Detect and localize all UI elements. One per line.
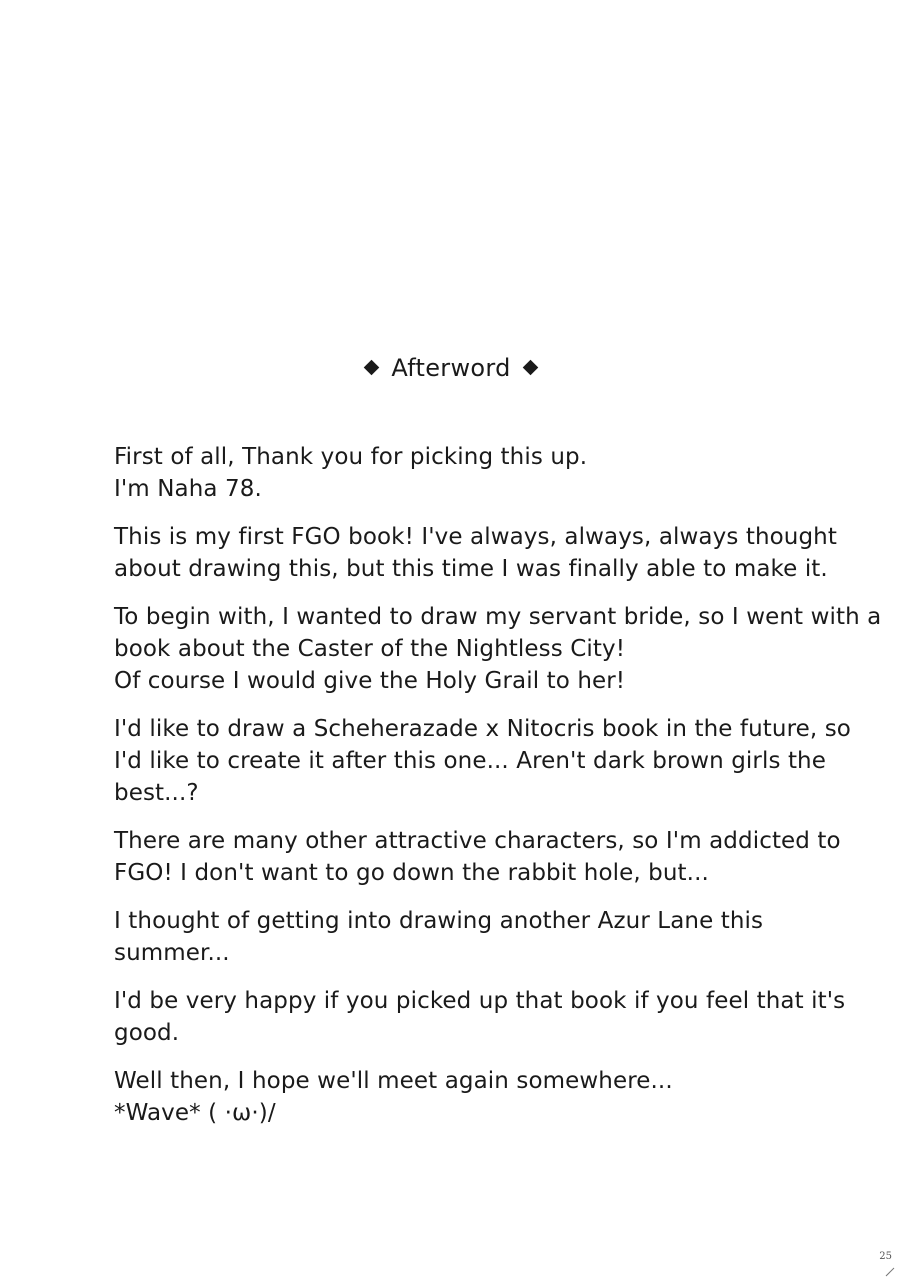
paragraph — [114, 825, 841, 889]
corner-mark-icon — [884, 1265, 896, 1277]
paragraph — [114, 1065, 834, 1129]
paragraph-line: First of all, Thank you for picking this up. — [114, 444, 588, 470]
paragraph-line: best...? — [114, 780, 199, 806]
paragraph — [114, 905, 834, 969]
page-title: Afterword — [391, 354, 511, 382]
paragraph-line: Well then, I hope we'll meet again somewhere... — [114, 1068, 673, 1094]
paragraph — [114, 601, 882, 697]
paragraph-line: about drawing this, but this time I was finally able to make it. — [114, 556, 828, 582]
paragraph-line: *Wave* ( ·ω·)/ — [114, 1100, 276, 1126]
paragraph-line: This is my first FGO book! I've always, always, always thought — [114, 524, 837, 550]
paragraph-line: I'd like to create it after this one... Aren't dark brown girls the — [114, 748, 826, 774]
paragraph — [114, 521, 837, 585]
paragraph — [114, 441, 834, 505]
paragraph-line: I'd be very happy if you picked up that book if you feel that it's — [114, 988, 846, 1014]
paragraph-line: I'd like to draw a Scheherazade x Nitocris book in the future, so — [114, 716, 851, 742]
paragraph — [114, 713, 851, 809]
paragraph-line: There are many other attractive characters, so I'm addicted to — [114, 828, 841, 854]
afterword-body — [114, 441, 882, 1145]
left-diamond-icon — [364, 359, 380, 375]
paragraph-line: summer... — [114, 940, 230, 966]
paragraph — [114, 985, 846, 1049]
title-row — [0, 350, 902, 386]
paragraph-line: book about the Caster of the Nightless City! — [114, 636, 626, 662]
paragraph-line: I thought of getting into drawing another Azur Lane this — [114, 908, 764, 934]
paragraph-line: To begin with, I wanted to draw my servant bride, so I went with a — [114, 604, 882, 630]
paragraph-line: I'm Naha 78. — [114, 476, 262, 502]
paragraph-line: Of course I would give the Holy Grail to her! — [114, 668, 626, 694]
right-diamond-icon — [522, 359, 538, 375]
page-number: 25 — [879, 1251, 892, 1262]
paragraph-line: good. — [114, 1020, 180, 1046]
paragraph-line: FGO! I don't want to go down the rabbit hole, but... — [114, 860, 709, 886]
